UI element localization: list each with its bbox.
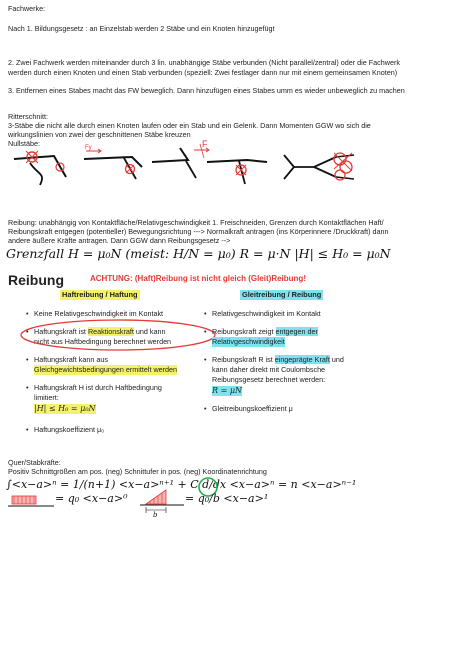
reibung-warning: ACHTUNG: (Haft)Reibung ist nicht gleich (Gleit)Reibung! bbox=[90, 274, 306, 283]
red-circle-annotation bbox=[18, 318, 218, 353]
ritter-line-2: wirkungslinien von zwei der geschnittenen Stäbe kreuzen bbox=[8, 130, 191, 139]
rule-2-line-1: 2. Zwei Fachwerk werden miteinander durch 3 lin. unabhängige Stäbe verbunden (Nicht parallel/zentral) oder die Fachwerk bbox=[8, 58, 400, 67]
haft-bullet-1: • Keine Relativgeschwindigkeit im Kontakt bbox=[34, 309, 163, 319]
querkraft-subtitle: Positiv Schnittgrößen am pos. (neg) Schnittufer in pos. (neg) Koordinatenrichtung bbox=[8, 467, 267, 476]
reibung-text-line-3: andere äußere Kräfte antragen. Dann GGW dann Reibungsgesetz --> bbox=[8, 236, 231, 245]
haft-bullet-3: • Haftungskraft kann aus bbox=[34, 355, 108, 365]
nullstab-sketch-4 bbox=[205, 148, 275, 193]
linear-load-formula: = q₀/b <x−a>¹ bbox=[185, 492, 269, 505]
haftbedingung-formula: |H| ≤ H₀ = μ₀N bbox=[34, 404, 96, 413]
page-header: Fachwerke: bbox=[8, 4, 46, 13]
grenzfall-handwriting: Grenzfall H = μ₀N (meist: H/N = μ₀) R = μ·N |H| ≤ H₀ = μ₀N bbox=[6, 246, 391, 261]
gleitreibung-header: Gleitreibung / Reibung bbox=[242, 290, 322, 299]
relativgeschwindigkeit-highlight: Relativgeschwindigkeit bbox=[212, 337, 285, 346]
nullstab-sketch-1 bbox=[10, 145, 80, 190]
reibung-text-line-2: Reibungskraft entgegen (potentieller) Bewegungsrichtung ---> Normalkraft antragen (ins Körperinnere /Druckkraft) dann bbox=[8, 227, 389, 236]
gleit-bullet-2: • Reibungskraft zeigt entgegen der bbox=[212, 327, 318, 337]
haft-bullet-5: • Haftungskoeffizient μ₀ bbox=[34, 425, 104, 435]
ritter-title: Ritterschnitt: bbox=[8, 112, 48, 121]
length-label-b: b bbox=[153, 511, 158, 519]
nullstaebe-label: Nullstäbe: bbox=[8, 139, 40, 148]
gleit-bullet-1: • Relativgeschwindigkeit im Kontakt bbox=[212, 309, 321, 319]
reaktionskraft-highlight: Reaktionskraft bbox=[87, 327, 134, 336]
haftreibung-header: Haftreibung / Haftung bbox=[62, 290, 138, 299]
reibung-text-line-1: Reibung: unabhängig von Kontaktfläche/Relativgeschwindigkeit 1. Freischneiden, Grenzen durch Kontaktflächen Haft/ bbox=[8, 218, 384, 227]
rule-2-line-2: werden durch einen Knoten und einen Stab verbunden (speziell: Zwei festlager dann nur mit einem gemeinsamen Knoten) bbox=[8, 68, 398, 77]
integral-formula: ∫<x−a>ⁿ = 1/(n+1) <x−a>ⁿ⁺¹ + C d/dx <x−a>ⁿ = n <x−a>ⁿ⁻¹ bbox=[6, 478, 357, 491]
gleit-bullet-3-line-2: kann daher direkt mit Coulombsche bbox=[212, 365, 326, 374]
force-label-f: F bbox=[202, 139, 208, 149]
ritter-line-1: 3-Stäbe die nicht alle durch einen Knoten laufen oder ein Stab und ein Gelenk. Dann Momenten GGW wo sich die bbox=[8, 121, 371, 130]
constant-load-formula: = q₀ <x−a>⁰ bbox=[55, 492, 128, 505]
eingepraegte-kraft-highlight: eingeprägte Kraft bbox=[274, 355, 330, 364]
haft-bullet-2: • Haftungskraft ist Reaktionskraft und kann bbox=[34, 327, 165, 337]
linear-load-sketch bbox=[140, 488, 190, 522]
gleit-bullet-3: • Reibungskraft R ist eingeprägte Kraft und bbox=[212, 355, 344, 365]
constant-load-sketch bbox=[8, 490, 58, 515]
haft-bullet-4: • Haftungskraft H ist durch Haftbedingung bbox=[34, 383, 162, 393]
querkraft-title: Quer/Stabkräfte: bbox=[8, 458, 61, 467]
entgegen-highlight: entgegen der bbox=[275, 327, 318, 336]
gleit-bullet-4: • Gleitreibungskoeffizient μ bbox=[212, 404, 293, 414]
rule-3: 3. Entfernen eines Stabes macht das FW beweglich. Dann hinzufügen eines Stabes umm es wieder unbeweglich zu machen bbox=[8, 86, 405, 95]
haft-bullet-4-line-2: limitiert: bbox=[34, 393, 59, 402]
nullstab-sketch-5 bbox=[280, 145, 370, 190]
gleichgewicht-highlight: Gleichgewichtsbedingungen ermittelt werden bbox=[34, 365, 178, 374]
haft-bullet-2-line-2: nicht aus Haftbedingung berechnet werden bbox=[34, 337, 172, 346]
reibung-title: Reibung bbox=[8, 272, 64, 288]
rule-1: Nach 1. Bildungsgesetz : an Einzelstab werden 2 Stäbe und ein Knoten hinzugefügt bbox=[8, 24, 275, 33]
coulomb-formula: R = μN bbox=[212, 386, 243, 395]
force-label-fy: Fy bbox=[85, 145, 92, 151]
gleit-bullet-3-line-3: Reibungsgesetz berechnet werden: bbox=[212, 375, 326, 384]
